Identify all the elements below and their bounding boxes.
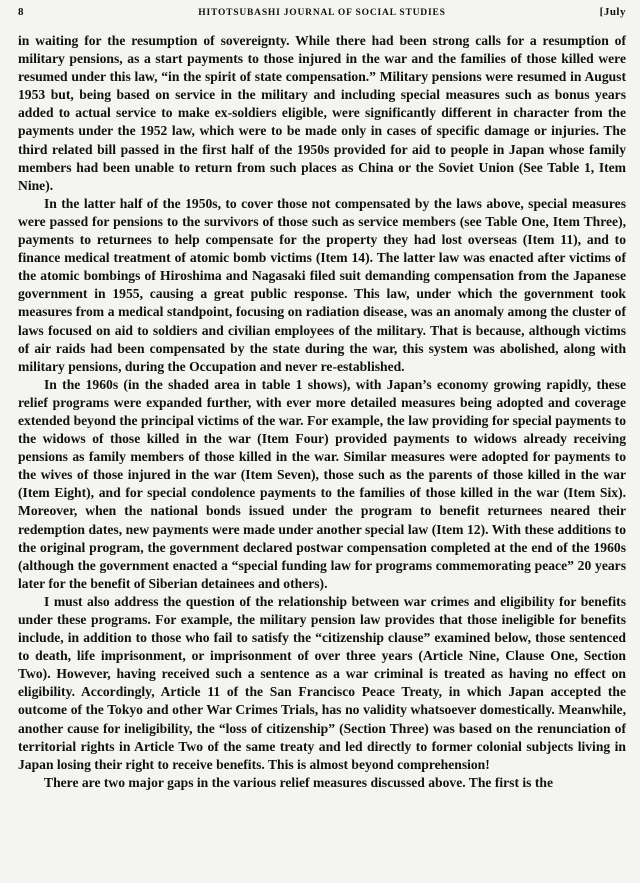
paragraph-3: In the 1960s (in the shaded area in table 1 shows), with Japan’s economy growing rapidly, these relief programs were expanded further, with ever more detailed measures being adopted and coverage extended beyond the principal victims of the war. For example, the law providing for special payments to the widows of those killed in the war (Item Four) provided payments to widows already receiving pensions as family members of those killed in the war. Similar measures were adopted for payments to the wives of those injured in the war (Item Seven), those such as the parents of those killed in the war (Item Eight), and for special condolence payments to the families of those killed in the war (Item Six). Moreover, when the national bonds issued under the program to benefit returnees neared their redemption dates, new payments were made under another special law (Item 12). With these additions to the original program, the government declared postwar compensation completed at the end of the 1960s (although the government enacted a “special funding law for programs commemorating peace” 20 years later for the benefit of Siberian detainees and others). <box>18 376 626 591</box>
paragraph-4: I must also address the question of the relationship between war crimes and eligibility for benefits under these programs. For example, the military pension law provides that those ineligible for benefits include, in addition to those who fail to satisfy the “citizenship clause” examined below, those sentenced to death, life imprisonment, or imprisonment of over three years (Article Nine, Clause One, Section Two). However, having received such a sentence as a war criminal is treated as having no effect on eligibility. Accordingly, Article 11 of the San Francisco Peace Treaty, in which Japan accepted the outcome of the Tokyo and other War Crimes Trials, has no validity whatsoever domestically. Meanwhile, another cause for ineligibility, the “loss of citizenship” (Section Three) was based on the renunciation of territorial rights in Article Two of the same treaty and led directly to former colonial subjects living in Japan losing their right to receive benefits. This is almost beyond comprehension! <box>18 593 626 772</box>
journal-title: HITOTSUBASHI JOURNAL OF SOCIAL STUDIES <box>198 8 446 18</box>
body-text <box>18 32 626 792</box>
issue-label: [July <box>599 6 626 18</box>
paragraph-2: In the latter half of the 1950s, to cover those not compensated by the laws above, special measures were passed for pensions to the survivors of those such as service members (see Table One, Item Three), payments to returnees to help compensate for the property they had lost overseas (Item 11), and to finance medical treatment of atomic bomb victims (Item 14). The latter law was enacted after victims of the atomic bombings of Hiroshima and Nagasaki filed suit demanding compensation from the Japanese government in 1955, causing a great public response. This law, under which the government took measures from a medical standpoint, focusing on radiation disease, was an anomaly among the cluster of laws focused on aid to soldiers and civilian employees of the military. That is because, although victims of air raids had been compensated by the state during the war, this system was abolished, along with military pensions, during the Occupation and never re-established. <box>18 195 626 374</box>
paragraph-1: in waiting for the resumption of sovereignty. While there had been strong calls for a resumption of military pensions, as a start payments to those injured in the war and the families of those killed were resumed under this law, “in the spirit of state compensation.” Military pensions were resumed in August 1953 but, being based on service in the military and including special measures such as bonus years added to actual service to make ex-soldiers eligible, were significantly different in character from the payments under the 1952 law, which were to be made only in cases of specific damage or injuries. The third related bill passed in the first half of the 1950s provided for aid to people in Japan whose family members had been unable to return from such places as China or the Soviet Union (See Table 1, Item Nine). <box>18 33 626 193</box>
paragraph-5: There are two major gaps in the various relief measures discussed above. The first is the <box>44 774 553 790</box>
page-number: 8 <box>18 6 24 18</box>
running-header <box>18 6 626 22</box>
